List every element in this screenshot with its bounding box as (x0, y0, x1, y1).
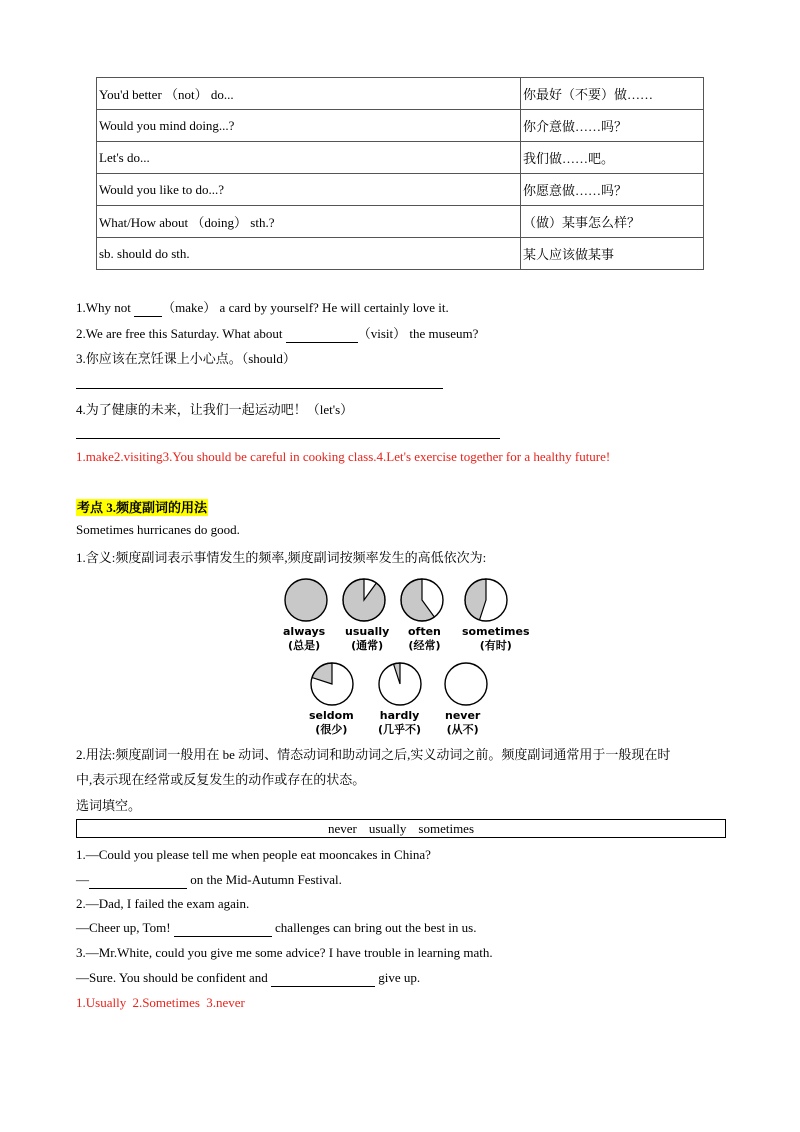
clock-label-sometimes (462, 625, 530, 653)
exercise2-answer-2: —Cheer up, Tom! challenges can bring out the best in us. (76, 920, 477, 935)
phrase-chinese: 你介意做……吗？ (521, 110, 704, 142)
clock-label-english: seldom (309, 709, 354, 722)
phrase-chinese: 你最好（不要）做…… (521, 78, 704, 110)
exercise2-answers: 1.Usually 2.Sometimes 3.never (76, 995, 245, 1010)
exercise1-question-1: 1.Why not （make） a card by yourself? He will certainly love it. (76, 300, 449, 315)
blank-1[interactable] (134, 300, 162, 317)
clock-label-chinese: (从不) (446, 723, 479, 736)
clock-label-hardly (378, 709, 421, 737)
clock-seldom (311, 663, 353, 705)
clock-label-english: always (283, 625, 326, 638)
meaning-text: 1.含义:频度副词表示事情发生的频率,频度副词按频率发生的高低依次为: (76, 550, 487, 565)
answer-line-4[interactable] (76, 438, 500, 439)
clock-label-chinese: (总是) (288, 639, 321, 652)
phrase-chinese: 你愿意做……吗？ (521, 174, 704, 206)
clock-label-chinese: (通常) (351, 639, 384, 652)
exercise1-question-2: 2.We are free this Saturday. What about （visit） the museum? (76, 326, 479, 341)
clock-label-chinese: (经常) (408, 639, 441, 652)
word-box (76, 819, 726, 838)
phrase-row (97, 142, 704, 174)
blank-q1[interactable] (89, 872, 187, 889)
phrase-english: You'd better （not） do... (97, 78, 521, 110)
phrase-english: Would you mind doing...? (97, 110, 521, 142)
clock-sometimes (465, 579, 507, 621)
clock-label-english: hardly (379, 709, 420, 722)
clock-label-always (283, 625, 325, 653)
phrase-english: Let's do... (97, 142, 521, 174)
answer-line-3[interactable] (76, 388, 443, 389)
word-box-word: sometimes (418, 821, 475, 836)
usage-text-line-2: 中,表示现在经常或反复发生的动作或存在的状态。 (76, 772, 366, 787)
phrase-row (97, 110, 704, 142)
word-box-word: never (327, 821, 357, 836)
phrase-row (97, 174, 704, 206)
blank-q2[interactable] (174, 920, 272, 937)
clock-label-english: often (408, 625, 441, 638)
usage-text-line-1: 2.用法:频度副词一般用在 be 动词、情态动词和助动词之后,实义动词之前。频度副词通常用于一般现在时 (76, 747, 671, 762)
clock-label-chinese: (很少) (315, 723, 348, 736)
clock-label-english: usually (345, 625, 390, 638)
phrase-row (97, 78, 704, 110)
fill-in-title: 选词填空。 (76, 798, 142, 813)
exercise1-question-3: 3.你应该在烹饪课上小心点。（should） (76, 351, 296, 366)
example-sentence: Sometimes hurricanes do good. (76, 522, 240, 537)
word-box-word: usually (368, 821, 407, 836)
blank-q3[interactable] (271, 970, 375, 987)
exercise2-question-3: 3.—Mr.White, could you give me some advice? I have trouble in learning math. (76, 945, 493, 960)
clock-label-english: sometimes (462, 625, 530, 638)
clock-label-chinese: (有时) (479, 639, 512, 652)
clock-label-never (445, 709, 480, 737)
phrase-chinese: 某人应该做某事 (521, 238, 704, 270)
blank-2[interactable] (286, 326, 358, 343)
section-heading: 考点 3.频度副词的用法 (77, 500, 208, 515)
clock-always (285, 579, 327, 621)
phrase-table (96, 77, 704, 270)
exercise1-question-4: 4.为了健康的未来，让我们一起运动吧！（let's） (76, 402, 354, 417)
clock-never (445, 663, 487, 705)
phrase-chinese: 我们做……吧。 (521, 142, 704, 174)
clock-label-english: never (445, 709, 481, 722)
clock-usually (343, 579, 385, 621)
clock-label-often (408, 625, 441, 653)
phrase-chinese: （做）某事怎么样？ (521, 206, 704, 238)
clock-often (401, 579, 443, 621)
phrase-english: Would you like to do...? (97, 174, 521, 206)
exercise2-question-1: 1.—Could you please tell me when people eat mooncakes in China? (76, 847, 431, 862)
clock-label-usually (345, 625, 389, 653)
clock-label-chinese: (几乎不) (378, 723, 422, 736)
phrase-row (97, 206, 704, 238)
phrase-english: sb. should do sth. (97, 238, 521, 270)
phrase-english: What/How about （doing） sth.? (97, 206, 521, 238)
phrase-row (97, 238, 704, 270)
exercise2-answer-1: — on the Mid-Autumn Festival. (76, 872, 342, 887)
exercise1-answers: 1.make2.visiting3.You should be careful in cooking class.4.Let's exercise together for a healthy future! (76, 449, 611, 464)
exercise2-answer-3: —Sure. You should be confident and give up. (76, 970, 421, 985)
clock-label-seldom (309, 709, 354, 737)
clock-hardly (379, 663, 421, 705)
exercise2-question-2: 2.—Dad, I failed the exam again. (76, 896, 250, 911)
